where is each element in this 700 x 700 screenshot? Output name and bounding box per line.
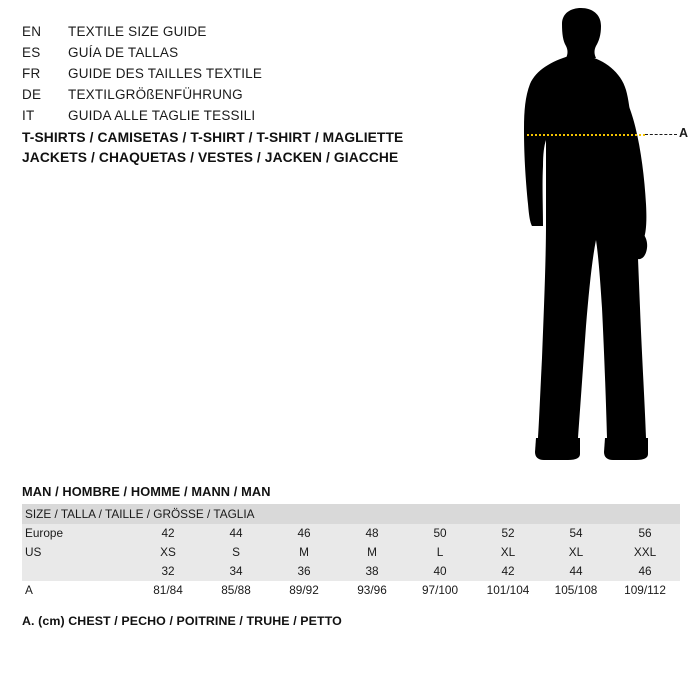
table-cell: XL [542,543,610,562]
language-row-es [22,45,452,66]
table-cell: 42 [474,562,542,581]
table-row [22,524,680,543]
language-row-en [22,24,452,45]
language-title-block [22,24,452,129]
language-code: ES [22,45,41,60]
table-row [22,562,680,581]
language-code: FR [22,66,41,81]
table-cell: 34 [202,562,270,581]
table-cell: XS [134,543,202,562]
garment-category-block [22,128,492,168]
table-cell: 46 [270,524,338,543]
table-header-label: SIZE / TALLA / TAILLE / GRÖSSE / TAGLIA [22,504,680,524]
table-cell: 101/104 [474,581,542,600]
table-cell: 54 [542,524,610,543]
table-cell: S [202,543,270,562]
row-label: US [22,543,134,562]
figure-illustration [470,8,690,468]
language-title: TEXTILGRÖßENFÜHRUNG [68,87,243,102]
row-label: A [22,581,134,600]
table-cell: 89/92 [270,581,338,600]
language-title: GUIDA ALLE TAGLIE TESSILI [68,108,256,123]
table-cell: 44 [542,562,610,581]
chest-measurement-line [527,134,645,136]
table-header-row [22,504,680,524]
language-title: GUÍA DE TALLAS [68,45,179,60]
measurement-leader-line [645,134,677,135]
table-cell: L [406,543,474,562]
row-label [22,562,134,581]
category-line-jackets: JACKETS / CHAQUETAS / VESTES / JACKEN / GIACCHE [22,150,399,165]
man-silhouette-icon [470,8,690,468]
language-row-it [22,108,452,129]
language-code: IT [22,108,35,123]
table-cell: 56 [610,524,680,543]
table-cell: 46 [610,562,680,581]
language-title: GUIDE DES TAILLES TEXTILE [68,66,263,81]
table-cell: 97/100 [406,581,474,600]
table-cell: 42 [134,524,202,543]
table-cell: 40 [406,562,474,581]
gender-heading: MAN / HOMBRE / HOMME / MANN / MAN [22,484,271,499]
table-cell: M [338,543,406,562]
size-table-area [22,484,680,628]
measurement-footnote: A. (cm) CHEST / PECHO / POITRINE / TRUHE / PETTO [22,614,342,628]
table-cell: 109/112 [610,581,680,600]
language-title: TEXTILE SIZE GUIDE [68,24,207,39]
table-cell: 38 [338,562,406,581]
table-cell: 50 [406,524,474,543]
table-cell: 85/88 [202,581,270,600]
language-code: DE [22,87,42,102]
measurement-label-a: A [679,126,689,140]
table-cell: 48 [338,524,406,543]
table-cell: 44 [202,524,270,543]
table-cell: 52 [474,524,542,543]
table-cell: M [270,543,338,562]
table-cell: 105/108 [542,581,610,600]
table-cell: 32 [134,562,202,581]
table-cell: 93/96 [338,581,406,600]
table-cell: 36 [270,562,338,581]
language-row-fr [22,66,452,87]
language-row-de [22,87,452,108]
language-code: EN [22,24,42,39]
table-cell: XXL [610,543,680,562]
row-label: Europe [22,524,134,543]
category-line-tshirts: T-SHIRTS / CAMISETAS / T-SHIRT / T-SHIRT / MAGLIETTE [22,130,404,145]
table-cell: XL [474,543,542,562]
table-row [22,543,680,562]
table-cell: 81/84 [134,581,202,600]
table-row [22,581,680,600]
size-table [22,504,680,600]
